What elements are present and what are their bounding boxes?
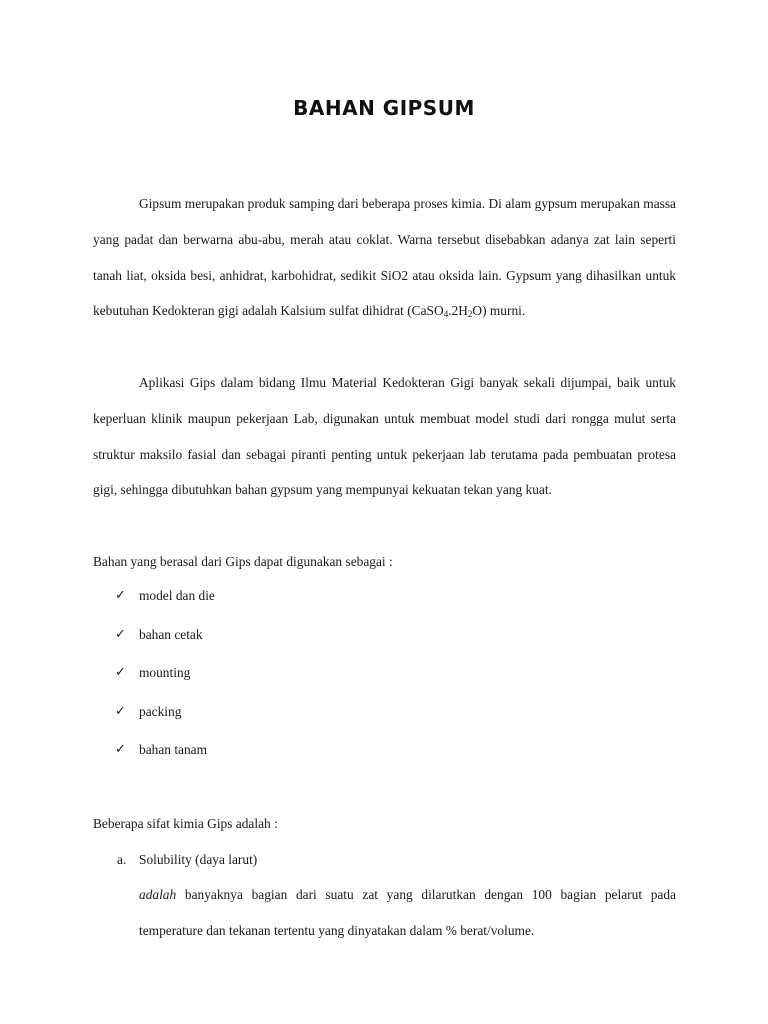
subscript: 2 [467,309,473,320]
list-item-label: bahan tanam [139,742,208,758]
list-item-label: bahan cetak [139,626,203,642]
check-icon: ✓ [115,588,126,603]
paragraph-gips-application [93,365,676,508]
uses-intro: Bahan yang berasal dari Gips dapat digunakan sebagai : [93,554,393,569]
list-marker: a. [117,852,127,867]
property-label: Solubility (daya larut) [139,852,258,867]
paragraph-end: O) murni. [472,303,526,319]
subscript: 4 [443,309,449,320]
list-item [115,736,215,775]
formula-middle: .2H [448,303,468,319]
paragraph-text: Aplikasi Gips dalam bidang Ilmu Material Kedokteran Gigi banyak sekali dijumpai, baik untuk keperluan klinik maupun pekerjaan Lab, digunakan untuk membuat model studi dari rongga mulut serta struktur maksilo fasial dan sebagai piranti penting untuk pekerjaan lab terutama pada pembuatan protesa gigi, sehingga dibutuhkan bahan gypsum yang mempunyai kekuatan tekan yang kuat. [93,375,676,498]
paragraph-text: Gipsum merupakan produk samping dari beberapa proses kimia. Di alam gypsum merupakan massa yang padat dan berwarna abu-abu, merah atau coklat. Warna tersebut disebabkan adanya zat lain seperti tanah liat, oksida besi, anhidrat, karbohidrat, sedikit SiO2 atau oksida lain. Gypsum yang dihasilkan untuk kebutuhan Kedokteran gigi adalah Kalsium sulfat dihidrat (CaSO [93,196,676,319]
property-a-description [139,877,676,949]
uses-checklist [115,582,215,775]
list-item-label: model dan die [139,588,215,603]
list-item [115,659,215,698]
list-item-label: packing [139,703,182,719]
paragraph-gipsum-definition [93,186,676,333]
italic-lead: adalah [139,887,177,902]
properties-intro: Beberapa sifat kimia Gips adalah : [93,816,278,831]
list-item [115,582,215,621]
list-item-label: mounting [139,665,191,681]
check-icon: ✓ [115,665,126,681]
property-item-a [117,842,257,878]
list-item [115,698,215,737]
document-title: BAHAN GIPSUM [293,96,475,120]
check-icon: ✓ [115,742,126,758]
check-icon: ✓ [115,626,126,642]
check-icon: ✓ [115,703,126,719]
list-item [115,621,215,660]
description-text: banyaknya bagian dari suatu zat yang dilarutkan dengan 100 bagian pelarut pada temperature dan tekanan tertentu yang dinyatakan dalam % berat/volume. [139,887,676,938]
